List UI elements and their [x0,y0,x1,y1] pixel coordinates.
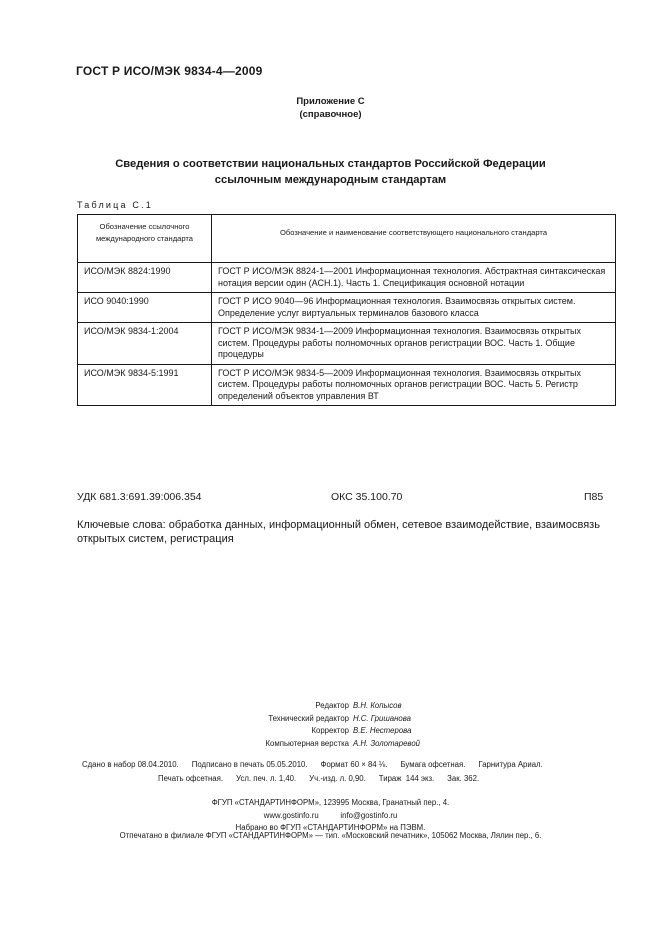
table-row [78,293,616,323]
table-cell-international: ИСО/МЭК 9834-5:1991 [78,364,212,406]
publisher-address: ФГУП «СТАНДАРТИНФОРМ», 123995 Москва, Гранатный пер., 4. [211,798,450,807]
keywords: Ключевые слова: обработка данных, информационный обмен, сетевое взаимодействие, взаимосвязь открытых систем, регистрация [77,519,600,545]
credit-name: В.Е. Нестерова [353,726,412,736]
credit-role: Технический редактор [268,713,349,723]
credit-role: Корректор [311,726,349,736]
publication-info-line-1: Сдано в набор 08.04.2010. Подписано в печать 05.05.2010. Формат 60 × 84 ⅛. Бумага офсетная. Гарнитура Ариал. [82,760,543,769]
table-cell-international: ИСО 9040:1990 [78,293,212,323]
credit-name: Н.С. Гришанова [353,713,412,723]
table-header-row [78,215,616,263]
credit-line [0,713,661,726]
table-row [78,323,616,365]
udk-code: УДК 681.3:691.39:006.354 [77,491,202,503]
credits-block [0,700,661,750]
credit-line [0,700,661,713]
printer-info: Отпечатано в филиале ФГУП «СТАНДАРТИНФОРМ» — тип. «Московский печатник», 105062 Москва, Лялин пер., 6. [119,831,542,840]
section-title-line-1: Сведения о соответствии национальных стандартов Российской Федерации [115,158,546,170]
annex-title: Приложение С [296,96,365,107]
correspondence-table [77,214,616,406]
credit-line [0,725,661,738]
annex-subtitle: (справочное) [299,109,362,120]
table-cell-national: ГОСТ Р ИСО/МЭК 9834-5—2009 Информационная технология. Взаимосвязь открытых систем. Процедуры работы полномочных органов регистрации ВОС. Часть 5. Регистр определений объектов управления ВТ [212,364,616,406]
credit-name: А.Н. Золотаревой [353,738,421,748]
table-cell-international: ИСО/МЭК 8824:1990 [78,263,212,293]
table-cell-national: ГОСТ Р ИСО/МЭК 9834-1—2009 Информационная технология. Взаимосвязь открытых систем. Процедуры работы полномочных органов регистрации ВОС. Часть 1. Общие процедуры [212,323,616,365]
section-title-line-2: ссылочным международным стандартам [214,174,447,186]
publisher-contacts: www.gostinfo.ru info@gostinfo.ru [263,811,398,820]
document-code: ГОСТ Р ИСО/МЭК 9834-4—2009 [76,64,263,78]
table-header-national: Обозначение и наименование соответствующего национального стандарта [212,215,616,263]
table-cell-international: ИСО/МЭК 9834-1:2004 [78,323,212,365]
table-row [78,263,616,293]
category-code: П85 [584,491,604,503]
table-cell-national: ГОСТ Р ИСО/МЭК 8824-1—2001 Информационная технология. Абстрактная синтаксическая нотация версии один (АСН.1). Часть 1. Спецификация основной нотации [212,263,616,293]
publication-info-line-2: Печать офсетная. Усл. печ. л. 1,40. Уч.-изд. л. 0,90. Тираж 144 экз. Зак. 362. [158,774,480,783]
oks-code: ОКС 35.100.70 [331,491,403,503]
credit-role: Компьютерная верстка [265,738,349,748]
credit-line [0,738,661,751]
table-cell-national: ГОСТ Р ИСО 9040—96 Информационная технология. Взаимосвязь открытых систем. Определение услуг виртуальных терминалов базового класса [212,293,616,323]
table-row [78,364,616,406]
credit-role: Редактор [315,701,349,710]
typeset-info: Набрано во ФГУП «СТАНДАРТИНФОРМ» на ПЭВМ. [235,823,426,832]
table-header-international: Обозначение ссылочного международного стандарта [78,215,212,263]
table-caption: Таблица С.1 [77,200,153,210]
section-title [100,156,561,188]
credit-name: В.Н. Копысов [353,701,402,710]
